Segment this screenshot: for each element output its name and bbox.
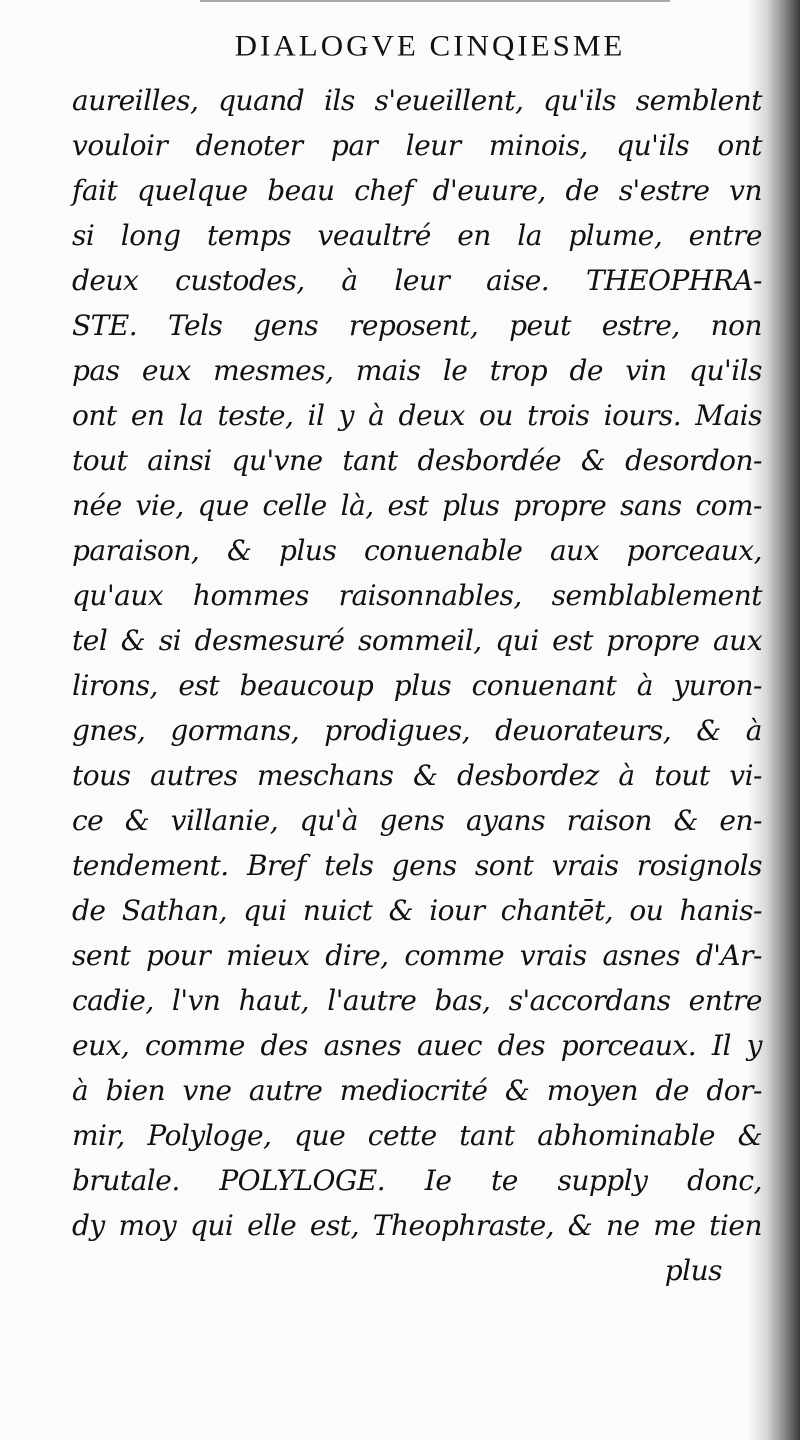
text-line: aureilles, quand ils s'eueillent, qu'ils semblent	[72, 84, 762, 117]
text-line: tel & si desmesuré sommeil, qui est propre aux	[72, 624, 762, 657]
text-line: brutale. POLYLOGE. Ie te supply donc,	[72, 1164, 762, 1197]
text-line: gnes, gormans, prodigues, deuorateurs, & à	[72, 714, 762, 747]
text-line: née vie, que celle là, est plus propre sans com-	[72, 489, 762, 522]
text-line: dy moy qui elle est, Theophraste, & ne me tien	[72, 1209, 762, 1242]
text-line: lirons, est beaucoup plus conuenant à yuron-	[72, 669, 762, 702]
text-line: paraison, & plus conuenable aux porceaux,	[72, 534, 762, 567]
text-line: ce & villanie, qu'à gens ayans raison & en-	[72, 804, 762, 837]
text-line: de Sathan, qui nuict & iour chantēt, ou hanis-	[72, 894, 762, 927]
text-line: tendement. Bref tels gens sont vrais rosignols	[72, 849, 762, 882]
text-line: qu'aux hommes raisonnables, semblablement	[72, 579, 762, 612]
text-line: ont en la teste, il y à deux ou trois iours. Mais	[72, 399, 762, 432]
top-rule	[200, 0, 670, 12]
text-line: mir, Polyloge, que cette tant abhominable &	[72, 1119, 762, 1152]
text-line: fait quelque beau chef d'euure, de s'estre vn	[72, 174, 762, 207]
text-line: sent pour mieux dire, comme vrais asnes d'Ar-	[72, 939, 762, 972]
text-line: pas eux mesmes, mais le trop de vin qu'ils	[72, 354, 762, 387]
text-line: cadie, l'vn haut, l'autre bas, s'accordans entre	[72, 984, 762, 1017]
text-line: à bien vne autre mediocrité & moyen de dor-	[72, 1074, 762, 1107]
body-text	[72, 78, 762, 1293]
catchword: plus	[664, 1254, 722, 1287]
text-line: STE. Tels gens reposent, peut estre, non	[72, 309, 762, 342]
text-line: tous autres meschans & desbordez à tout vi-	[72, 759, 762, 792]
text-line: si long temps veaultré en la plume, entre	[72, 219, 762, 252]
text-line: eux, comme des asnes auec des porceaux. Il y	[72, 1029, 762, 1062]
text-line: vouloir denoter par leur minois, qu'ils ont	[72, 129, 762, 162]
text-line: tout ainsi qu'vne tant desbordée & desordon-	[72, 444, 762, 477]
running-header: DIALOGVE CINQIESME	[234, 28, 626, 63]
text-line: deux custodes, à leur aise. THEOPHRA-	[72, 264, 762, 297]
